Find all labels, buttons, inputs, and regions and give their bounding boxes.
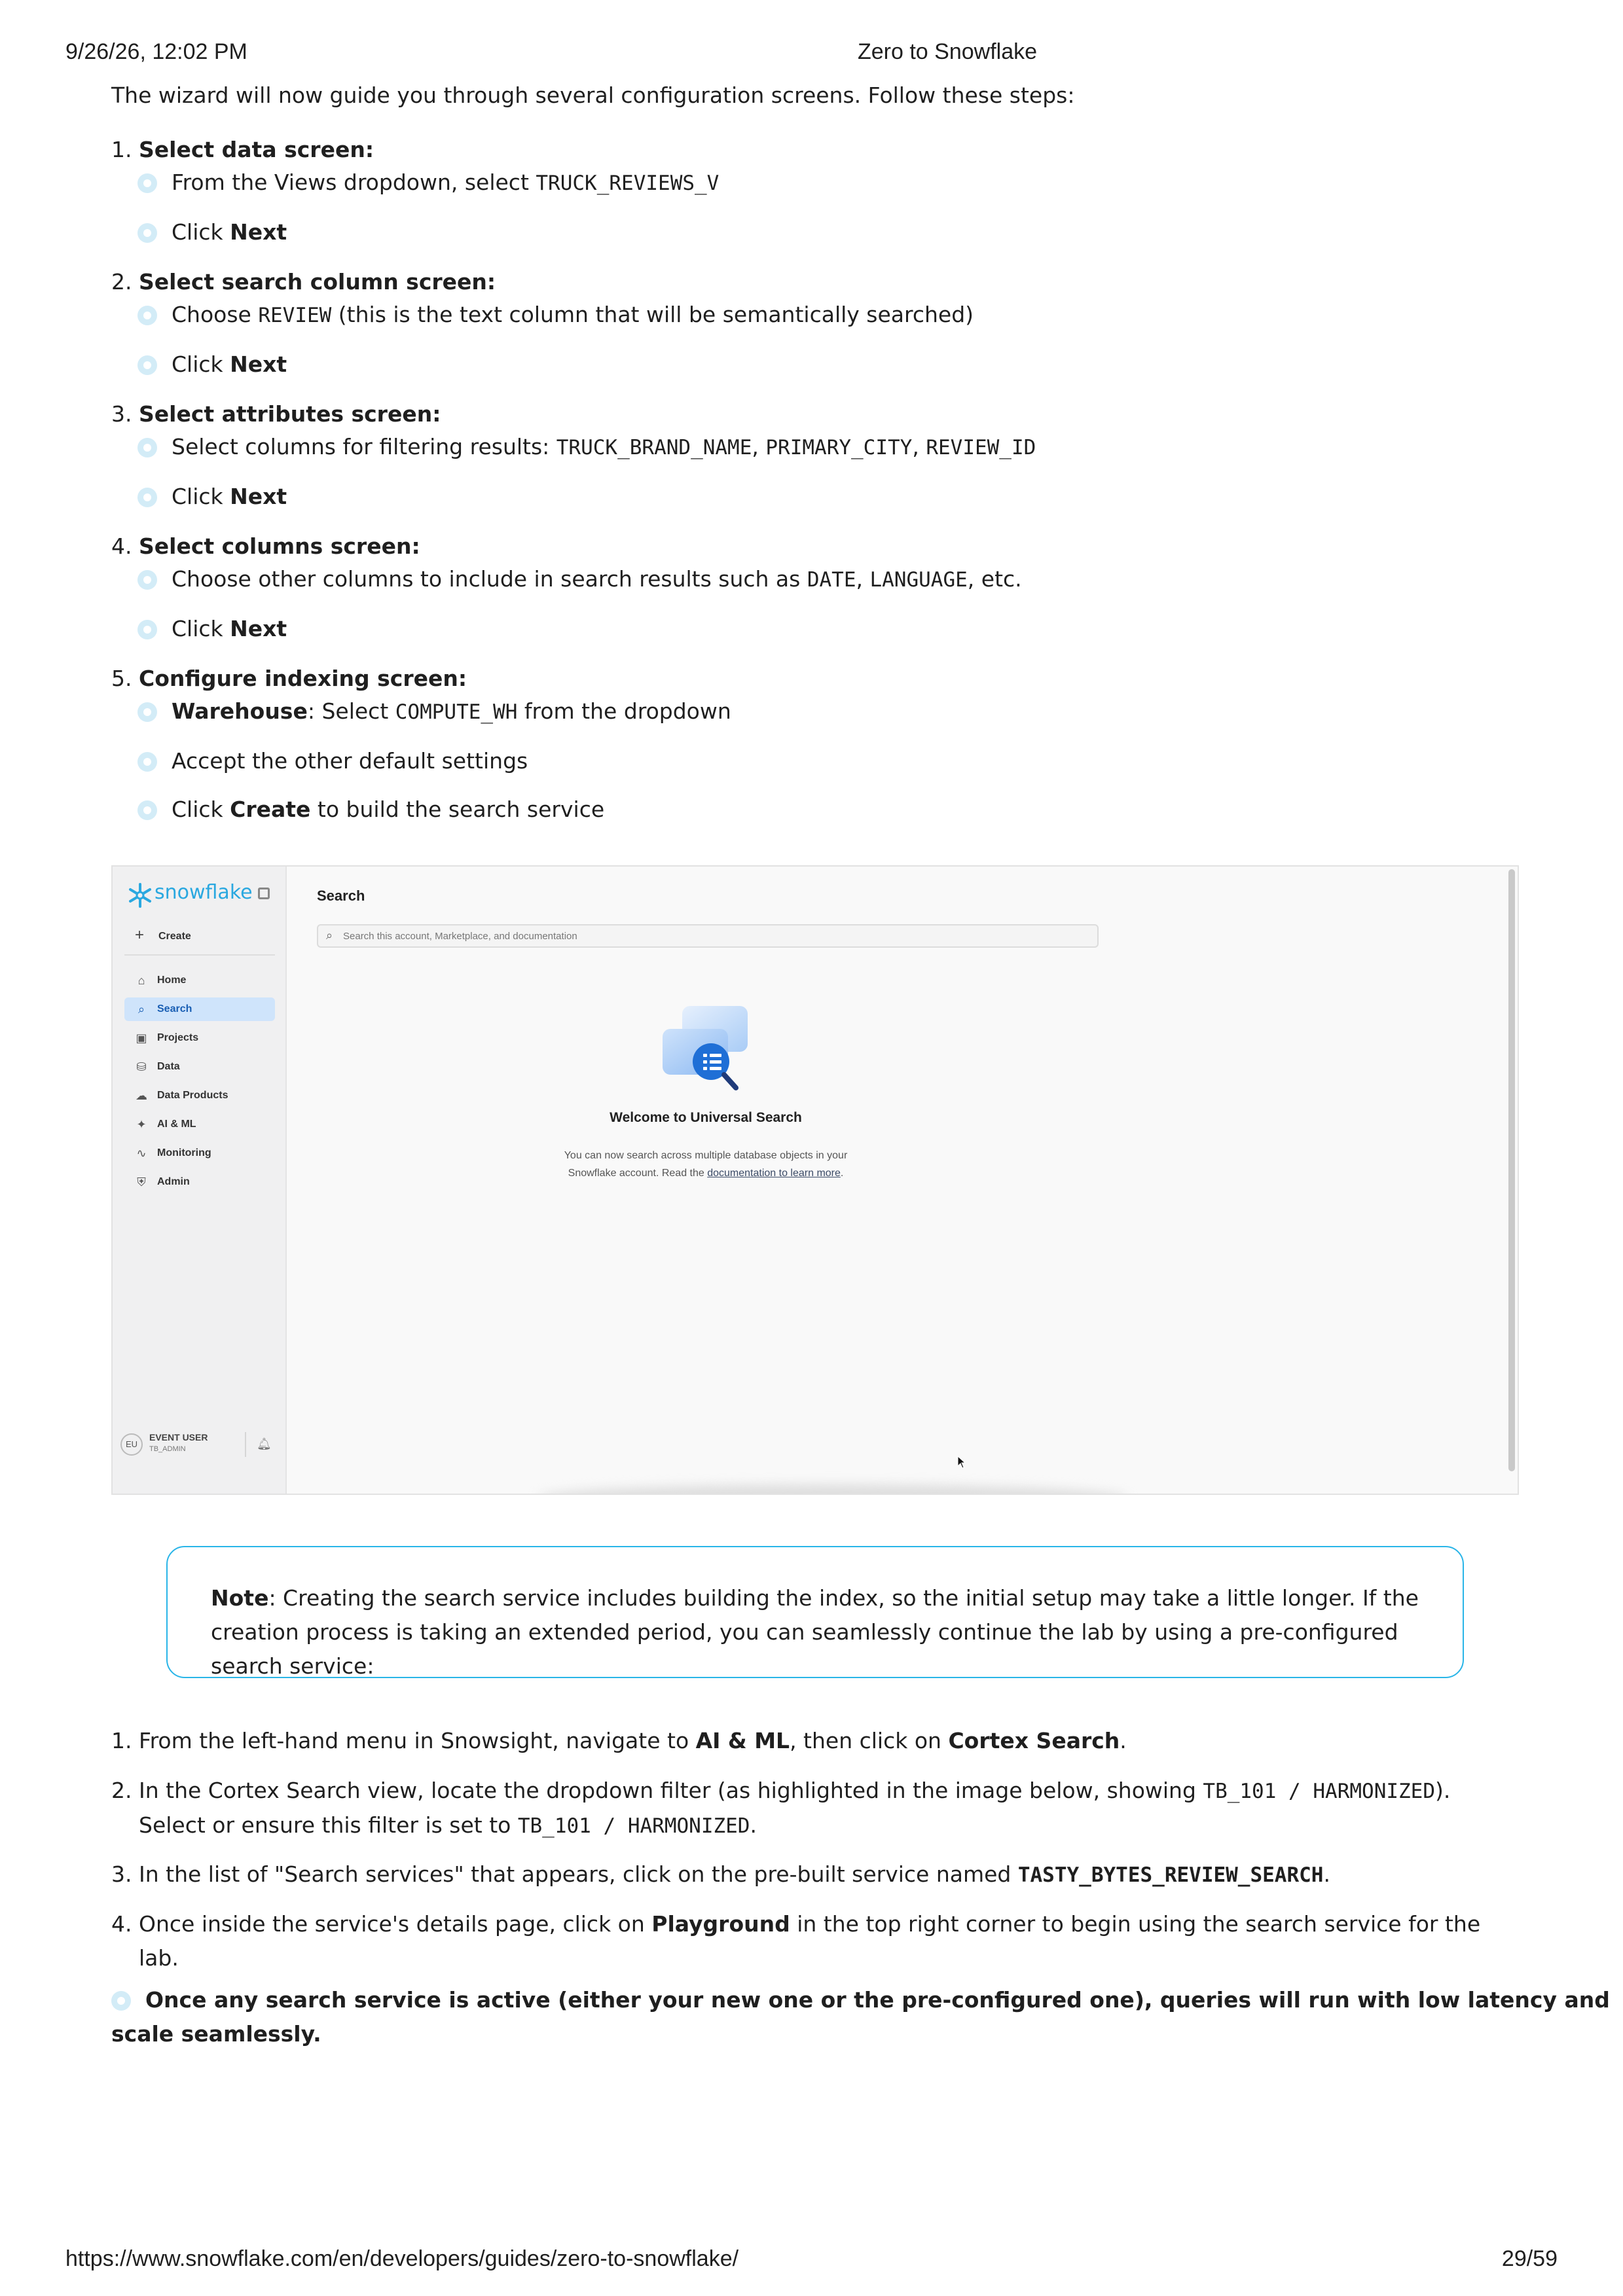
- print-url: https://www.snowflake.com/en/developers/guides/zero-to-snowflake/: [65, 2246, 739, 2271]
- step-title: Select data screen:: [139, 137, 374, 162]
- sidebar-item-data[interactable]: [124, 1055, 275, 1079]
- bullet-icon: [137, 620, 157, 639]
- step-5-title: 5. Configure indexing screen:: [111, 666, 467, 691]
- snowflake-wordmark: snowflake: [155, 881, 253, 904]
- list-item: Click Create to build the search service: [137, 793, 604, 827]
- snowsight-screenshot: [111, 865, 1519, 1495]
- list-item: From the Views dropdown, select TRUCK_REVIEWS_V: [137, 166, 719, 200]
- activity-icon: ∿: [136, 1147, 147, 1160]
- page-title: Search: [317, 888, 365, 904]
- sidebar-item-label: Search: [157, 1003, 192, 1014]
- list-item: Click Next: [137, 612, 287, 646]
- sidebar-item-label: Data Products: [157, 1090, 228, 1101]
- step-3-title: 3. Select attributes screen:: [111, 401, 441, 427]
- cloud-icon: ☁: [136, 1089, 147, 1102]
- sidebar-divider: [124, 954, 275, 956]
- sidebar-item-label: Admin: [157, 1176, 190, 1187]
- list-item: 1. From the left-hand menu in Snowsight, navigate to AI & ML, then click on Cortex Search.: [111, 1728, 1127, 1753]
- print-datetime: 9/26/26, 12:02 PM: [65, 39, 247, 64]
- list-item: 3. In the list of "Search services" that appears, click on the pre-built service named TASTY_BYTES_REVIEW_SEARCH.: [111, 1861, 1330, 1887]
- mouse-cursor-icon: [957, 1456, 966, 1469]
- sidebar-item-label: Home: [157, 975, 187, 986]
- bullet-icon: [137, 702, 157, 722]
- list-item: Click Next: [137, 215, 287, 249]
- sidebar-item-label: Monitoring: [157, 1147, 211, 1158]
- sidebar-item-label: AI & ML: [157, 1119, 196, 1130]
- sidebar-item-ai-ml[interactable]: [124, 1113, 275, 1136]
- bullet-icon: [137, 488, 157, 507]
- user-name: EVENT USER: [149, 1432, 208, 1443]
- step-number: 1.: [111, 137, 132, 162]
- database-icon: ⛁: [136, 1060, 147, 1073]
- avatar[interactable]: EU: [120, 1433, 143, 1456]
- shield-icon: ⛨: [137, 1175, 146, 1189]
- sidebar-item-home[interactable]: [124, 969, 275, 992]
- list-item: Choose REVIEW (this is the text column that will be semantically searched): [137, 298, 974, 332]
- sidebar-item-search[interactable]: [124, 997, 275, 1021]
- welcome-title: Welcome to Universal Search: [610, 1110, 802, 1125]
- step-2-title: 2. Select search column screen:: [111, 269, 496, 295]
- search-input[interactable]: [317, 924, 1099, 948]
- bullet-icon: [137, 173, 157, 193]
- list-item: Click Next: [137, 480, 287, 514]
- scrollbar[interactable]: [1508, 869, 1515, 1471]
- final-note: Once any search service is active (either your new one or the pre-configured one), queries will run with low latency and scale seamlessly.: [111, 1987, 1610, 2047]
- snowflake-logo-icon: [127, 882, 153, 908]
- bullet-icon: [137, 752, 157, 772]
- list-item: Choose other columns to include in search results such as DATE, LANGUAGE, etc.: [137, 562, 1022, 597]
- sparkle-icon: ✦: [136, 1118, 147, 1131]
- print-page-number: 29/59: [1501, 2246, 1558, 2271]
- toast-shadow: [538, 1484, 1127, 1495]
- list-item: Select columns for filtering results: TRUCK_BRAND_NAME, PRIMARY_CITY, REVIEW_ID: [137, 430, 1036, 465]
- step-1-title: [111, 133, 374, 167]
- list-item: 2. In the Cortex Search view, locate the dropdown filter (as highlighted in the image below, showing TB_101 / HARMONIZED). Select or ensure this filter is set to TB_101 / HARMONIZED.: [111, 1778, 1451, 1838]
- bullet-icon: [111, 1991, 131, 2011]
- step-4-title: 4. Select columns screen:: [111, 533, 420, 559]
- print-doc-title: Zero to Snowflake: [858, 39, 1038, 64]
- sidebar-toggle-icon[interactable]: [258, 888, 270, 899]
- list-item: Warehouse: Select COMPUTE_WH from the dropdown: [137, 694, 731, 729]
- documentation-link[interactable]: documentation to learn more: [707, 1168, 841, 1179]
- projects-icon: ▣: [136, 1031, 147, 1045]
- universal-search-illustration-icon: [656, 1003, 754, 1098]
- list-item: Accept the other default settings: [137, 744, 528, 778]
- sidebar-item-monitoring[interactable]: [124, 1141, 275, 1165]
- welcome-description: You can now search across multiple database objects in your Snowflake account. Read the documentation to learn more.: [564, 1150, 848, 1179]
- sidebar-item-label: Data: [157, 1061, 180, 1072]
- bullet-icon: [137, 438, 157, 457]
- user-role: TB_ADMIN: [149, 1445, 186, 1453]
- code-view-name: TRUCK_REVIEWS_V: [536, 171, 720, 195]
- bullet-icon: [137, 355, 157, 375]
- bullet-icon: [137, 570, 157, 590]
- bullet-icon: [137, 223, 157, 243]
- sidebar-item-data-products[interactable]: [124, 1084, 275, 1107]
- bell-icon[interactable]: 🔔︎: [257, 1437, 272, 1450]
- intro-text: The wizard will now guide you through several configuration screens. Follow these steps:: [111, 82, 1075, 108]
- note-callout: [166, 1546, 1464, 1678]
- note-text: Note: Creating the search service includes building the index, so the initial setup may take a little longer. If the creation process is taking an extended period, you can seamlessly continue the lab by using a pre-configured search service:: [211, 1585, 1419, 1679]
- plus-icon: +: [135, 926, 145, 944]
- sidebar-item-label: Projects: [157, 1032, 199, 1043]
- list-item: 4. Once inside the service's details page, click on Playground in the top right corner to begin using the search service for the lab.: [111, 1911, 1481, 1971]
- bullet-icon: [137, 306, 157, 325]
- home-icon: ⌂: [137, 974, 145, 987]
- user-divider: [245, 1432, 246, 1457]
- list-item: Click Next: [137, 348, 287, 382]
- bullet-icon: [137, 800, 157, 820]
- snowsight-sidebar: [113, 867, 287, 1494]
- search-placeholder: Search this account, Marketplace, and documentation: [343, 931, 577, 942]
- sidebar-item-projects[interactable]: [124, 1026, 275, 1050]
- search-icon: ⌕: [326, 929, 333, 942]
- create-button[interactable]: Create: [158, 931, 191, 942]
- search-icon: ⌕: [137, 1003, 145, 1016]
- sidebar-item-admin[interactable]: [124, 1170, 275, 1194]
